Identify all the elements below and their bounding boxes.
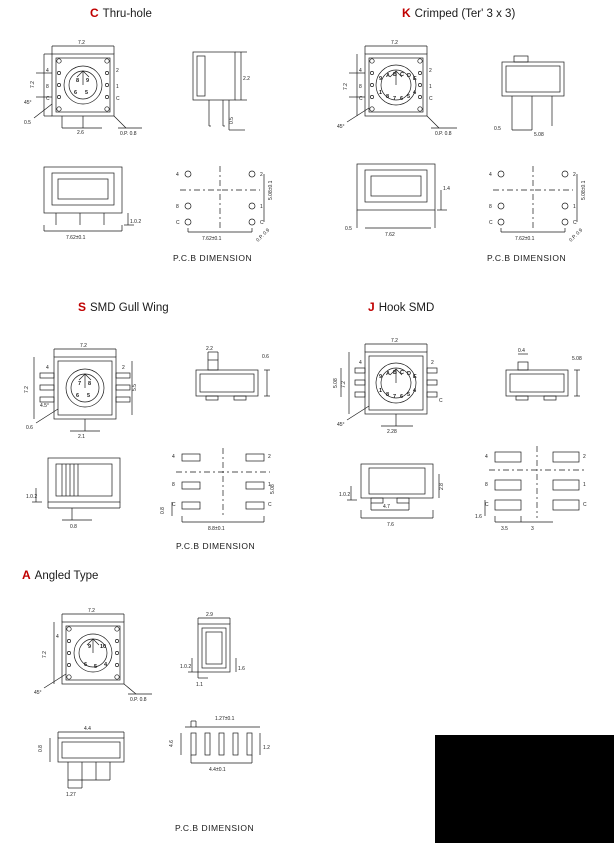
svg-text:7.2: 7.2	[78, 40, 85, 46]
drawing-a-top-view	[32, 600, 172, 710]
svg-text:7.2: 7.2	[391, 40, 398, 46]
svg-text:3.5: 3.5	[501, 526, 508, 532]
svg-text:1.27: 1.27	[66, 792, 76, 798]
svg-text:C: C	[583, 502, 587, 508]
svg-text:B: B	[393, 370, 397, 376]
svg-text:C: C	[485, 502, 489, 508]
svg-text:C: C	[439, 398, 443, 404]
section-title-smd-gull-wing	[78, 300, 169, 314]
svg-text:8: 8	[386, 94, 390, 100]
drawing-j-front-view	[335, 448, 485, 533]
svg-text:8: 8	[489, 204, 492, 210]
drawing-c-side-view	[175, 40, 285, 140]
svg-text:8: 8	[176, 204, 179, 210]
drawing-k-front-view	[335, 150, 485, 250]
svg-text:1: 1	[268, 482, 271, 488]
svg-text:5: 5	[87, 393, 91, 399]
svg-text:0.P. 0.9: 0.P. 0.9	[255, 227, 272, 244]
svg-text:1.1: 1.1	[196, 682, 203, 688]
svg-text:C: C	[176, 220, 180, 226]
svg-text:2.2: 2.2	[243, 76, 250, 82]
svg-text:7: 7	[393, 96, 397, 102]
svg-text:4.5°: 4.5°	[40, 403, 49, 409]
svg-text:5: 5	[85, 90, 89, 96]
svg-text:0.8: 0.8	[38, 745, 44, 752]
section-label-a: Angled Type	[34, 570, 99, 582]
svg-text:9: 9	[88, 644, 92, 650]
svg-text:C: C	[573, 220, 577, 226]
svg-text:5.08: 5.08	[572, 356, 582, 362]
svg-text:4: 4	[413, 388, 417, 394]
drawing-c-front-view	[22, 155, 172, 250]
svg-text:0.P. 0.9: 0.P. 0.9	[568, 227, 585, 244]
drawing-j-top-view	[335, 330, 475, 445]
svg-text:1: 1	[260, 204, 263, 210]
svg-text:1.27±0.1: 1.27±0.1	[215, 716, 235, 722]
svg-text:45°: 45°	[337, 124, 345, 130]
svg-text:1.0.2: 1.0.2	[26, 494, 38, 500]
black-redacted-block	[435, 735, 614, 843]
svg-text:2: 2	[429, 68, 432, 74]
svg-text:0.6: 0.6	[262, 354, 269, 360]
svg-text:C: C	[172, 502, 176, 508]
svg-text:4: 4	[176, 172, 179, 178]
drawing-a-side-view	[178, 610, 288, 705]
svg-text:0.5: 0.5	[494, 126, 501, 132]
svg-text:6: 6	[84, 662, 88, 668]
svg-text:8: 8	[359, 84, 362, 90]
svg-text:C: C	[268, 502, 272, 508]
svg-text:4.7: 4.7	[383, 504, 390, 510]
svg-text:1: 1	[379, 388, 383, 394]
svg-text:7.62±0.1: 7.62±0.1	[202, 236, 222, 242]
svg-text:2: 2	[583, 454, 586, 460]
svg-text:B: B	[393, 72, 397, 78]
drawing-s-pcb	[160, 440, 300, 540]
section-title-crimped	[402, 6, 515, 20]
svg-text:2.1: 2.1	[78, 434, 85, 440]
svg-text:5: 5	[407, 94, 411, 100]
svg-text:D: D	[407, 73, 411, 79]
section-title-angled-type	[22, 568, 98, 582]
svg-text:1.4: 1.4	[443, 186, 450, 192]
svg-text:5.08±0.1: 5.08±0.1	[581, 180, 587, 200]
svg-text:7.62±0.1: 7.62±0.1	[66, 235, 86, 241]
svg-text:0.8: 0.8	[160, 507, 166, 514]
drawing-k-pcb	[473, 158, 603, 248]
svg-text:2: 2	[116, 68, 119, 74]
svg-text:1: 1	[429, 84, 432, 90]
svg-text:7.2: 7.2	[24, 386, 30, 393]
svg-text:4: 4	[46, 365, 49, 371]
svg-text:0.6: 0.6	[26, 425, 33, 431]
svg-text:C: C	[400, 370, 404, 376]
section-code-j: J	[368, 300, 375, 314]
svg-text:4: 4	[172, 454, 175, 460]
svg-text:2: 2	[260, 172, 263, 178]
svg-text:2: 2	[573, 172, 576, 178]
svg-text:8: 8	[172, 482, 175, 488]
svg-text:4.6: 4.6	[169, 740, 175, 747]
svg-text:C: C	[400, 72, 404, 78]
svg-text:0.P. 0.8: 0.P. 0.8	[130, 697, 147, 703]
pcb-caption-s: P.C.B DIMENSION	[176, 541, 256, 551]
svg-text:7.6: 7.6	[387, 522, 394, 528]
svg-text:8: 8	[386, 392, 390, 398]
svg-text:C: C	[359, 96, 363, 102]
section-title-thru-hole	[90, 6, 152, 20]
svg-text:9: 9	[86, 78, 90, 84]
svg-text:2.8: 2.8	[439, 483, 445, 490]
section-code-s: S	[78, 300, 87, 314]
svg-text:4: 4	[359, 360, 362, 366]
svg-text:2.9: 2.9	[206, 612, 213, 618]
svg-text:C: C	[260, 220, 264, 226]
drawing-c-top-view	[22, 32, 162, 142]
svg-text:6: 6	[74, 90, 78, 96]
svg-text:1.6: 1.6	[238, 666, 245, 672]
svg-text:8: 8	[88, 381, 92, 387]
svg-text:7.2: 7.2	[88, 608, 95, 614]
svg-text:5.08±0.1: 5.08±0.1	[268, 180, 274, 200]
svg-text:2.28: 2.28	[387, 429, 397, 435]
svg-text:5.08: 5.08	[333, 378, 339, 388]
svg-text:5.5: 5.5	[132, 384, 138, 391]
svg-text:4: 4	[104, 662, 108, 668]
svg-text:7: 7	[393, 394, 397, 400]
svg-text:5: 5	[407, 392, 411, 398]
svg-text:1.0.2: 1.0.2	[180, 664, 192, 670]
pcb-caption-k: P.C.B DIMENSION	[487, 253, 567, 263]
svg-text:45°: 45°	[24, 100, 32, 106]
svg-text:2: 2	[268, 454, 271, 460]
svg-text:3: 3	[531, 526, 534, 532]
drawing-k-top-view	[335, 32, 475, 147]
svg-text:7.2: 7.2	[391, 338, 398, 344]
drawing-c-pcb	[160, 158, 290, 248]
svg-text:1: 1	[116, 84, 119, 90]
svg-text:1.6: 1.6	[475, 514, 482, 520]
svg-text:8: 8	[46, 84, 49, 90]
svg-text:C: C	[489, 220, 493, 226]
svg-text:7.62±0.1: 7.62±0.1	[515, 236, 535, 242]
section-label-s: SMD Gull Wing	[90, 302, 169, 314]
svg-text:4.4±0.1: 4.4±0.1	[209, 767, 226, 773]
svg-text:0.8: 0.8	[70, 524, 77, 530]
svg-text:9: 9	[379, 76, 383, 82]
section-code-c: C	[90, 6, 99, 20]
svg-text:7.2: 7.2	[80, 343, 87, 349]
svg-text:4.4: 4.4	[84, 726, 91, 732]
svg-text:1: 1	[379, 90, 383, 96]
svg-text:E: E	[413, 76, 417, 82]
drawing-j-pcb	[473, 440, 613, 540]
svg-text:1: 1	[573, 204, 576, 210]
svg-text:0.4: 0.4	[518, 348, 525, 354]
section-code-a: A	[22, 568, 31, 582]
svg-text:4: 4	[359, 68, 362, 74]
svg-text:A: A	[386, 73, 390, 79]
svg-text:8: 8	[485, 482, 488, 488]
svg-text:10: 10	[100, 644, 107, 650]
svg-text:5: 5	[94, 664, 98, 670]
svg-text:4: 4	[46, 68, 49, 74]
svg-text:7.2: 7.2	[30, 81, 36, 88]
drawing-s-side-view	[178, 342, 293, 422]
svg-text:5.08: 5.08	[534, 132, 544, 138]
section-label-c: Thru-hole	[102, 8, 152, 20]
svg-text:4: 4	[489, 172, 492, 178]
svg-text:2: 2	[431, 360, 434, 366]
svg-text:4: 4	[56, 634, 59, 640]
drawing-s-front-view	[22, 448, 172, 538]
svg-text:0.P. 0.8: 0.P. 0.8	[120, 131, 137, 137]
svg-text:2.2: 2.2	[206, 346, 213, 352]
svg-text:0.P. 0.8: 0.P. 0.8	[435, 131, 452, 137]
drawing-a-pcb	[165, 715, 305, 815]
svg-text:4: 4	[485, 454, 488, 460]
svg-text:5.08: 5.08	[270, 484, 276, 494]
section-title-hook-smd	[368, 300, 434, 314]
section-label-k: Crimped (Ter' 3 x 3)	[414, 8, 516, 20]
drawing-k-side-view	[488, 42, 603, 142]
drawing-a-front-view	[32, 718, 172, 813]
svg-text:7.2: 7.2	[42, 651, 48, 658]
drawing-s-top-view	[22, 335, 167, 445]
svg-text:7.2: 7.2	[341, 381, 347, 388]
svg-text:0.5: 0.5	[345, 226, 352, 232]
svg-text:4: 4	[413, 90, 417, 96]
svg-text:7.62: 7.62	[385, 232, 395, 238]
svg-text:6: 6	[400, 394, 404, 400]
svg-text:7: 7	[78, 381, 82, 387]
svg-text:C: C	[46, 96, 50, 102]
svg-text:1: 1	[583, 482, 586, 488]
svg-text:0.5: 0.5	[229, 117, 235, 124]
svg-text:45°: 45°	[34, 690, 42, 696]
svg-text:D: D	[407, 371, 411, 377]
svg-text:1.0.2: 1.0.2	[339, 492, 351, 498]
svg-text:0.5: 0.5	[24, 120, 31, 126]
svg-text:2.6: 2.6	[77, 130, 84, 136]
svg-text:1.0.2: 1.0.2	[130, 219, 142, 225]
svg-text:45°: 45°	[337, 422, 345, 428]
section-code-k: K	[402, 6, 411, 20]
section-label-j: Hook SMD	[378, 302, 435, 314]
svg-text:8: 8	[76, 78, 80, 84]
svg-text:6: 6	[76, 393, 80, 399]
pcb-caption-c: P.C.B DIMENSION	[173, 253, 253, 263]
svg-text:E: E	[413, 374, 417, 380]
svg-text:1.2: 1.2	[263, 745, 270, 751]
svg-text:9: 9	[379, 374, 383, 380]
svg-text:7.2: 7.2	[343, 83, 349, 90]
svg-text:A: A	[386, 371, 390, 377]
svg-text:6: 6	[400, 96, 404, 102]
svg-text:8.8±0.1: 8.8±0.1	[208, 526, 225, 532]
pcb-caption-a: P.C.B DIMENSION	[175, 823, 255, 833]
drawing-j-side-view	[488, 342, 603, 422]
svg-text:C: C	[429, 96, 433, 102]
svg-text:2: 2	[122, 365, 125, 371]
svg-text:C: C	[116, 96, 120, 102]
